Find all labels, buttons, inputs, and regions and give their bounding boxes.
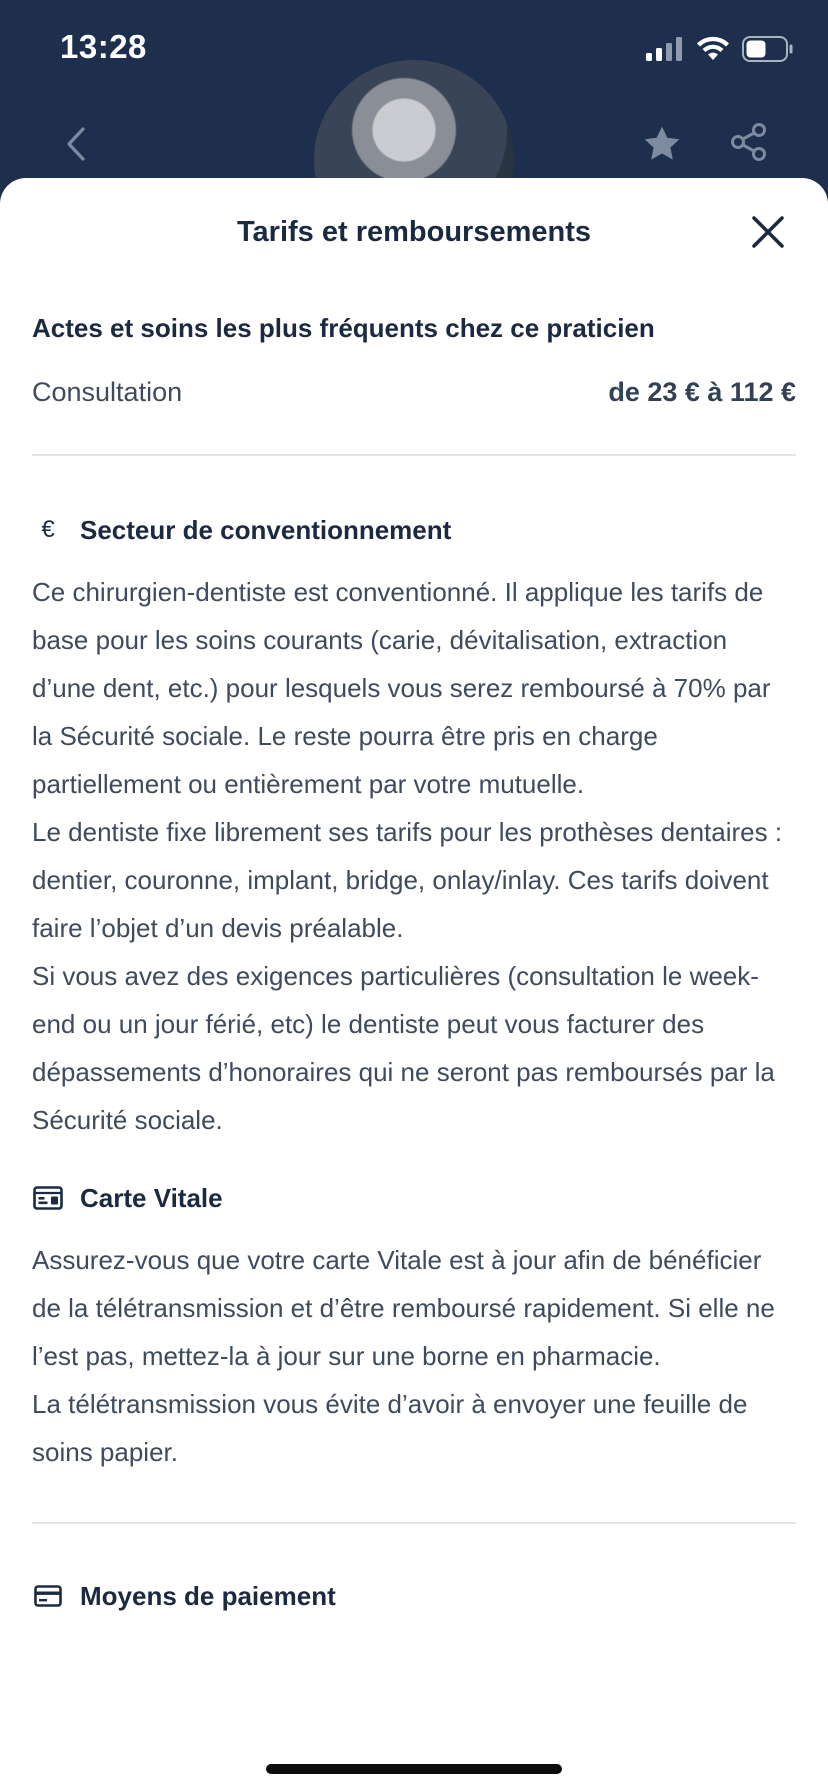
cellular-signal-icon	[646, 37, 684, 61]
euro-icon: €	[41, 516, 55, 543]
price-value: de 23 € à 112 €	[608, 377, 796, 407]
vitale-text	[32, 1236, 796, 1476]
payment-heading	[32, 1578, 796, 1614]
status-icons	[646, 36, 794, 62]
payment-title: Moyens de paiement	[80, 1581, 336, 1611]
vitale-heading	[32, 1180, 796, 1216]
close-button[interactable]	[750, 214, 790, 254]
paragraph: Si vous avez des exigences particulières (consultation le week-end ou un jour férié, etc) le dentiste peut vous facturer des dépassements d’honoraires qui ne seront pas remboursés par la Sécurité sociale.	[32, 961, 775, 1135]
sheet-content	[32, 310, 796, 1614]
price-label: Consultation	[32, 377, 183, 407]
id-card-icon	[32, 1182, 64, 1214]
divider	[32, 1522, 796, 1524]
sheet-title: Tarifs et remboursements	[236, 216, 592, 248]
paragraph: Le dentiste fixe librement ses tarifs pour les prothèses dentaires : dentier, couronne, implant, bridge, onlay/inlay. Ces tarifs doivent faire l’objet d’un devis préalable.	[32, 817, 783, 943]
scroll-fade	[0, 1690, 828, 1792]
close-icon	[750, 214, 786, 250]
back-button[interactable]	[56, 120, 96, 168]
favorite-button[interactable]	[640, 122, 688, 170]
home-indicator[interactable]	[266, 1764, 562, 1774]
convention-text	[32, 568, 796, 1144]
sheet-header	[0, 178, 828, 278]
paragraph: Assurez-vous que votre carte Vitale est à jour afin de bénéficier de la télétransmission et d’être remboursé rapidement. Si elle ne l’est pas, mettez-la à jour sur une borne en pharmacie.	[32, 1245, 775, 1371]
vitale-title: Carte Vitale	[80, 1183, 223, 1213]
chevron-left-icon	[65, 126, 87, 162]
convention-heading	[32, 512, 796, 548]
tariffs-sheet	[0, 178, 828, 1792]
status-time: 13:28	[60, 28, 147, 65]
frequent-acts-heading: Actes et soins les plus fréquents chez ce praticien	[32, 313, 655, 343]
divider	[32, 454, 796, 456]
wifi-icon	[696, 36, 730, 62]
price-row	[32, 374, 796, 410]
star-icon	[640, 122, 684, 166]
credit-card-icon	[32, 1580, 64, 1612]
paragraph: La télétransmission vous évite d’avoir à envoyer une feuille de soins papier.	[32, 1389, 748, 1467]
paragraph: Ce chirurgien-dentiste est conventionné. Il applique les tarifs de base pour les soins courants (carie, dévitalisation, extraction d’une dent, etc.) pour lesquels vous serez remboursé à 70% par la Sécurité sociale. Le reste pourra être pris en charge partiellement ou entièrement par votre mutuelle.	[32, 577, 771, 799]
share-icon	[730, 122, 768, 162]
share-button[interactable]	[730, 122, 774, 170]
convention-title: Secteur de conventionnement	[80, 515, 452, 545]
battery-icon	[742, 36, 794, 62]
